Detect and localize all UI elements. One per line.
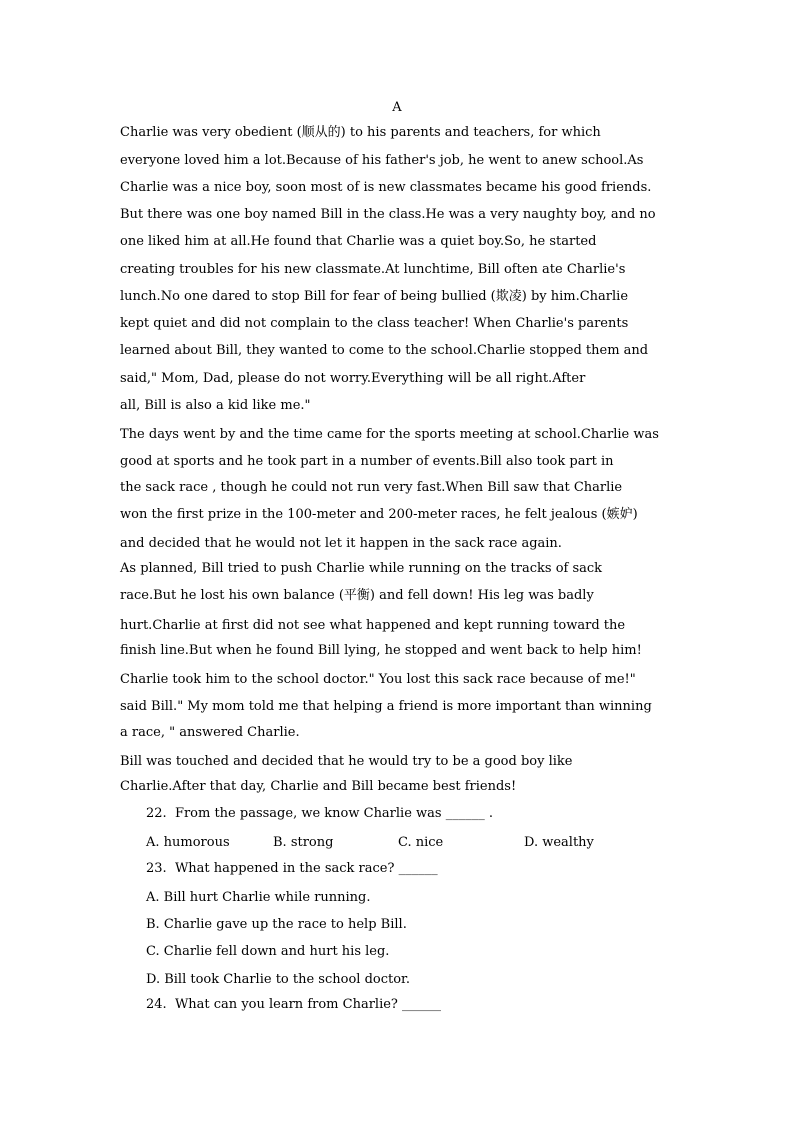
passage-line: everyone loved him a lot.Because of his father's job, he went to anew school.As — [120, 153, 644, 168]
passage-line: But there was one boy named Bill in the class.He was a very naughty boy, and no — [120, 207, 656, 222]
passage-line: Charlie.After that day, Charlie and Bill became best friends! — [120, 779, 517, 794]
passage-line: finish line.But when he found Bill lying, he stopped and went back to help him! — [120, 643, 642, 658]
passage-line: and decided that he would not let it happen in the sack race again. — [120, 536, 562, 551]
option-d: D. wealthy — [524, 835, 594, 850]
option-d: D. Bill took Charlie to the school doctor. — [146, 972, 410, 987]
passage-line: race.But he lost his own balance (平衡) and fell down! His leg was badly — [120, 588, 594, 603]
passage-line: said," Mom, Dad, please do not worry.Everything will be all right.After — [120, 371, 586, 386]
passage-line: kept quiet and did not complain to the class teacher! When Charlie's parents — [120, 316, 629, 331]
passage-line: Charlie was a nice boy, soon most of is new classmates became his good friends. — [120, 180, 652, 195]
option-a: A. Bill hurt Charlie while running. — [146, 890, 371, 905]
option-c: C. Charlie fell down and hurt his leg. — [146, 944, 390, 959]
passage-line: Bill was touched and decided that he would try to be a good boy like — [120, 754, 573, 769]
passage-line: all, Bill is also a kid like me." — [120, 398, 311, 413]
option-c: C. nice — [398, 835, 444, 850]
passage-line: one liked him at all.He found that Charlie was a quiet boy.So, he started — [120, 234, 597, 249]
passage-line: said Bill." My mom told me that helping a friend is more important than winning — [120, 699, 652, 714]
passage-line: learned about Bill, they wanted to come to the school.Charlie stopped them and — [120, 343, 649, 358]
passage-line: won the first prize in the 100-meter and 200-meter races, he felt jealous (嫉妒) — [120, 507, 638, 522]
passage-line: lunch.No one dared to stop Bill for fear of being bullied (欺凌) by him.Charlie — [120, 289, 629, 304]
passage-heading: A — [392, 100, 402, 115]
question-23: 23. What happened in the sack race? ______ — [146, 861, 438, 876]
passage-line: hurt.Charlie at first did not see what happened and kept running toward the — [120, 618, 626, 633]
passage-line: Charlie was very obedient (顺从的) to his parents and teachers, for which — [120, 125, 601, 140]
passage-line: creating troubles for his new classmate.At lunchtime, Bill often ate Charlie's — [120, 262, 626, 277]
passage-line: Charlie took him to the school doctor." You lost this sack race because of me!" — [120, 672, 636, 687]
option-b: B. Charlie gave up the race to help Bill. — [146, 917, 407, 932]
passage-line: As planned, Bill tried to push Charlie while running on the tracks of sack — [120, 561, 603, 576]
passage-line: the sack race , though he could not run very fast.When Bill saw that Charlie — [120, 480, 623, 495]
question-22: 22. From the passage, we know Charlie was ______ . — [146, 806, 493, 821]
option-b: B. strong — [273, 835, 334, 850]
option-a: A. humorous — [146, 835, 230, 850]
passage-line: The days went by and the time came for the sports meeting at school.Charlie was — [120, 427, 659, 442]
passage-line: a race, " answered Charlie. — [120, 725, 300, 740]
passage-line: good at sports and he took part in a number of events.Bill also took part in — [120, 454, 614, 469]
question-24: 24. What can you learn from Charlie? ______ — [146, 997, 442, 1012]
